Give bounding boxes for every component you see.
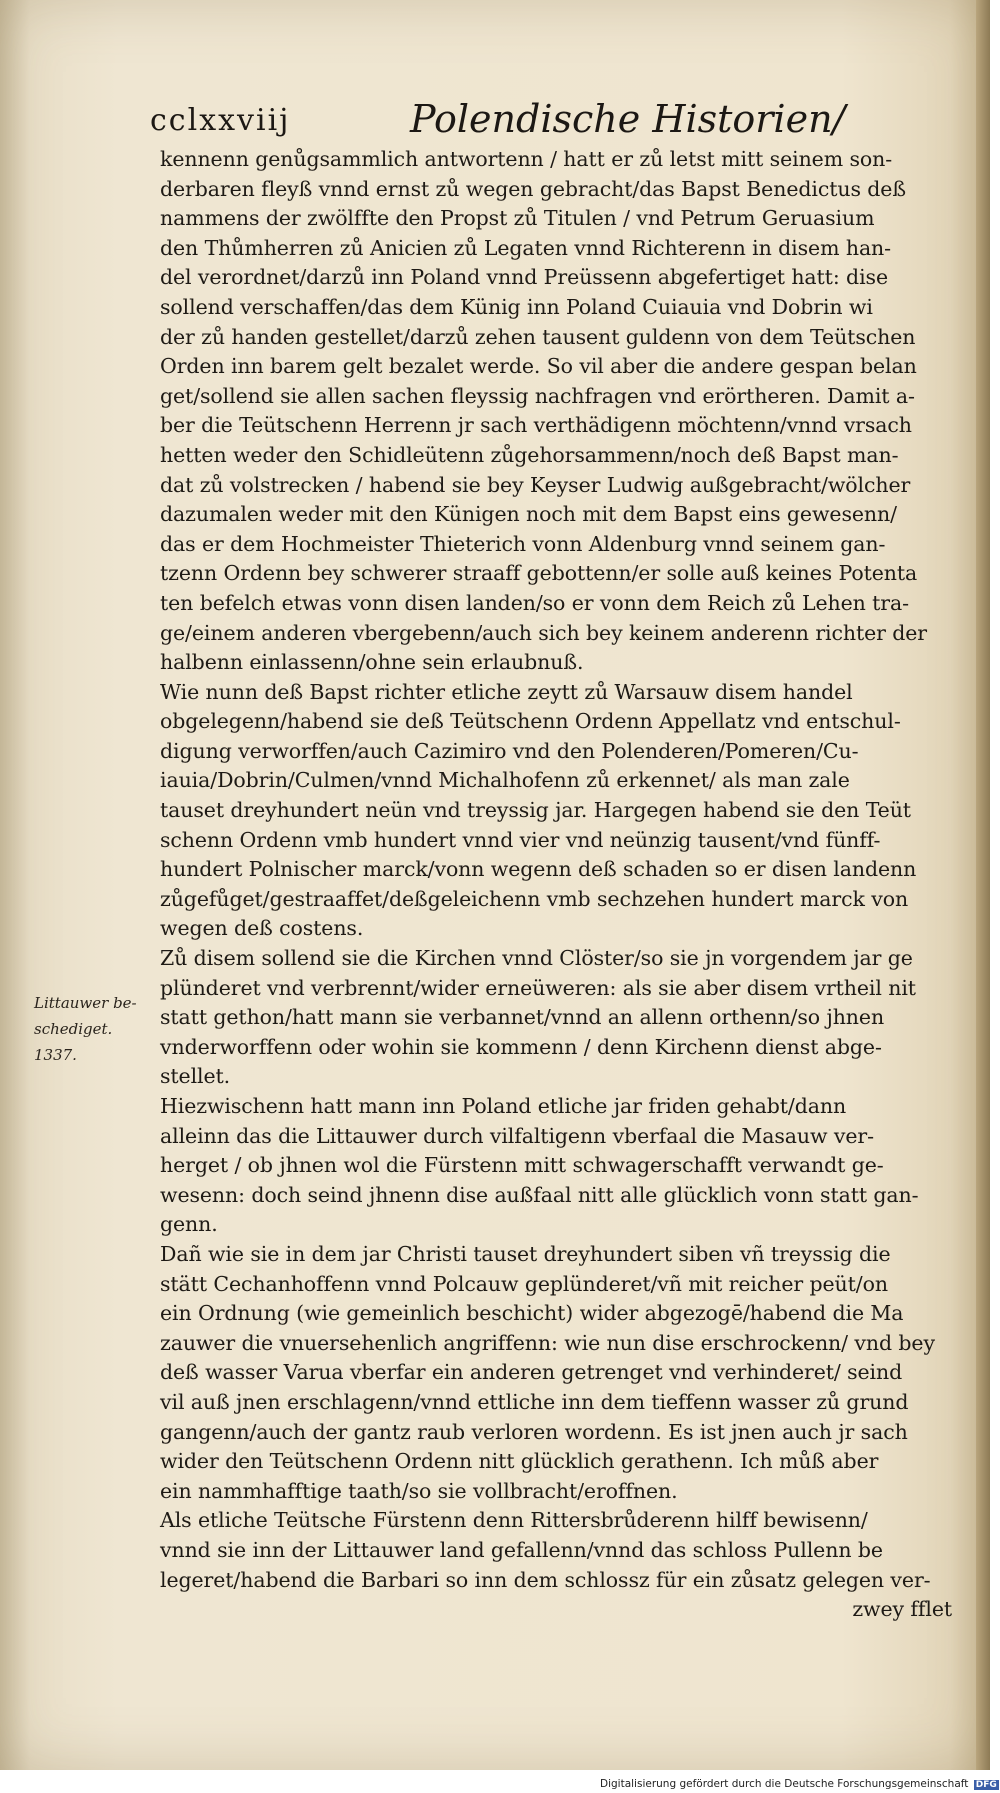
text-line: ten befelch etwas vonn disen landen/so er vonn dem Reich zů Lehen tra- <box>160 590 909 615</box>
credit-text: Digitalisierung gefördert durch die Deutsche Forschungsgemeinschaft <box>600 1778 969 1790</box>
catchword: zwey fflet <box>852 1597 952 1622</box>
text-line: Zů disem sollend sie die Kirchen vnnd Clöster/so sie jn vorgendem jar ge <box>160 946 913 971</box>
text-line: iauia/Dobrin/Culmen/vnnd Michalhofenn zů erkennet/ als man zale <box>160 768 850 793</box>
dfg-logo: DFG <box>975 1780 997 1790</box>
text-line: deß wasser Varua vberfar ein anderen getrenget vnd verhinderet/ seind <box>160 1360 903 1385</box>
text-line: schenn Ordenn vmb hundert vnnd vier vnd neünzig tausent/vnd fünff- <box>160 827 881 852</box>
text-line: genn. <box>160 1212 218 1237</box>
text-line: Hiezwischenn hatt mann inn Poland etliche jar friden gehabt/dann <box>160 1094 847 1118</box>
text-line: obgelegenn/habend sie deß Teütschenn Ordenn Appellatz vnd entschul- <box>160 709 901 734</box>
text-line: zauwer die vnuersehenlich angriffenn: wie nun dise erschrockenn/ vnd bey <box>160 1330 935 1355</box>
text-line: digung verworffen/auch Cazimiro vnd den Polenderen/Pomeren/Cu- <box>160 738 859 763</box>
running-head <box>150 95 850 145</box>
text-line: ein Ordnung (wie gemeinlich beschicht) wider abgezogē/habend die Ma <box>160 1301 904 1326</box>
text-line: wesenn: doch seind jhnenn dise außfaal nitt alle glücklich vonn statt gan- <box>160 1182 919 1207</box>
text-line: Dañ wie sie in dem jar Christi tauset dreyhundert siben vñ treyssig die <box>160 1241 891 1266</box>
text-line: dat zů volstrecken / habend sie bey Keyser Ludwig außgebracht/wölcher <box>160 472 911 497</box>
text-line: das er dem Hochmeister Thieterich vonn Aldenburg vnnd seinem gan- <box>160 531 886 556</box>
text-line: wegen deß costens. <box>160 916 364 941</box>
text-line: dazumalen weder mit den Künigen noch mit dem Bapst eins gewesenn/ <box>160 502 897 527</box>
text-line: nammens der zwölffte den Propst zů Titulen / vnd Petrum Geruasium <box>160 206 875 231</box>
text-line: stellet. <box>160 1064 231 1089</box>
text-line: gangenn/auch der gantz raub verloren wordenn. Es ist jnen auch jr sach <box>160 1419 908 1444</box>
marginal-note-line: Littauwer be- <box>34 994 137 1012</box>
text-line: tauset dreyhundert neün vnd treyssig jar. Hargegen habend sie den Teüt <box>160 798 911 823</box>
text-line: derbaren fleyß vnnd ernst zů wegen gebracht/das Bapst Benedictus deß <box>160 176 906 201</box>
text-line: sollend verschaffen/das dem Künig inn Poland Cuiauia vnd Dobrin wi <box>160 294 873 319</box>
text-line: get/sollend sie allen sachen fleyssig nachfragen vnd erörtheren. Damit a- <box>160 383 915 408</box>
marginal-note-line: schediget. 1337. <box>34 1020 113 1064</box>
text-line: herget / ob jhnen wol die Fürstenn mitt schwagerschafft verwandt ge- <box>160 1153 884 1178</box>
text-line: den Thůmherren zů Anicien zů Legaten vnnd Richterenn in disem han- <box>160 235 891 260</box>
text-line: legeret/habend die Barbari so inn dem schlossz für ein zůsatz gelegen ver- <box>160 1567 931 1592</box>
text-line: kennenn genůgsammlich antwortenn / hatt er zů letst mitt seinem son- <box>160 147 893 171</box>
text-line: plünderet vnd verbrennt/wider erneüweren: als sie aber disem vrtheil nit <box>160 975 916 1000</box>
text-line: hetten weder den Schidleütenn zůgehorsammenn/noch deß Bapst man- <box>160 442 899 467</box>
text-line: alleinn das die Littauwer durch vilfaltigenn vberfaal die Masauw ver- <box>160 1123 874 1148</box>
text-line: statt gethon/hatt mann sie verbannet/vnnd an allenn orthenn/so jhnen <box>160 1005 885 1030</box>
text-line: hundert Polnischer marck/vonn wegenn deß schaden so er disen landenn <box>160 857 917 882</box>
text-line: Wie nunn deß Bapst richter etliche zeytt zů Warsauw disem handel <box>160 679 853 704</box>
text-line: vil auß jnen erschlagenn/vnnd ettliche inn dem tieffenn wasser zů grund <box>160 1389 909 1414</box>
text-line: stätt Cechanhoffenn vnnd Polcauw geplünderet/vñ mit reicher peüt/on <box>160 1271 888 1296</box>
text-line: vnderworffenn oder wohin sie kommenn / denn Kirchenn dienst abge- <box>160 1034 882 1059</box>
marginal-note <box>34 990 159 1068</box>
text-line: del verordnet/darzů inn Poland vnnd Preüssenn abgefertiget hatt: dise <box>160 265 888 290</box>
text-line: der zů handen gestellet/darzů zehen tausent guldenn von dem Teütschen <box>160 324 916 349</box>
body-text <box>160 145 960 1625</box>
text-line: ber die Teütschenn Herrenn jr sach verthädigenn möchtenn/vnnd vrsach <box>160 413 912 438</box>
text-line: zůgefůget/gestraaffet/deßgeleichenn vmb sechzehen hundert marck von <box>160 886 909 911</box>
text-line: halbenn einlassenn/ohne sein erlaubnuß. <box>160 650 584 675</box>
text-line: wider den Teütschenn Ordenn nitt glücklich gerathenn. Ich můß aber <box>160 1449 879 1474</box>
page-edge <box>976 0 990 1770</box>
digitization-credit <box>600 1778 997 1790</box>
text-line: ein nammhafftige taath/so sie vollbracht/eroffnen. <box>160 1478 678 1503</box>
text-line: ge/einem anderen vbergebenn/auch sich bey keinem anderenn richter der <box>160 620 927 645</box>
text-line: tzenn Ordenn bey schwerer straaff gebottenn/er solle auß keines Potenta <box>160 561 918 586</box>
text-line: vnnd sie inn der Littauwer land gefallenn/vnnd das schloss Pullenn be <box>160 1537 883 1562</box>
running-title: Polendische Historien/ <box>410 97 846 141</box>
folio-number: cclxxviij <box>150 103 291 138</box>
text-line: Orden inn barem gelt bezalet werde. So vil aber die andere gespan belan <box>160 354 917 379</box>
text-line: Als etliche Teütsche Fürstenn denn Rittersbrůderenn hilff bewisenn/ <box>160 1508 868 1533</box>
